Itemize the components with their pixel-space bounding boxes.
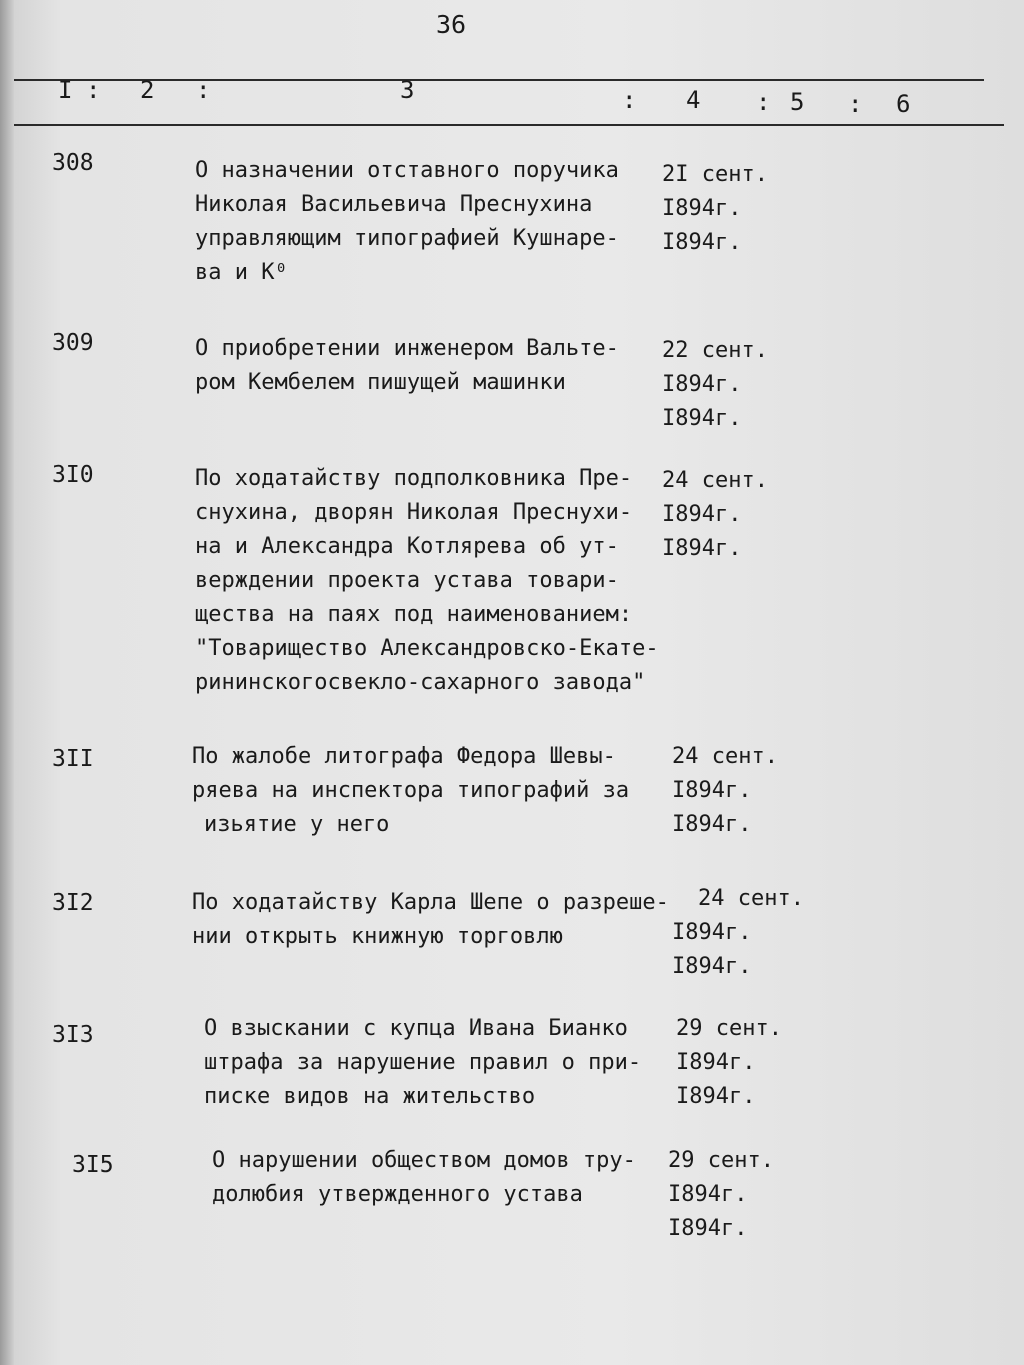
date-year: I894г.: [672, 920, 752, 945]
date-year: I894г.: [672, 778, 752, 803]
entry-description: [195, 462, 659, 700]
description-line: ром Кембелем пишущей машинки: [195, 370, 566, 395]
date-year: I894г.: [662, 536, 742, 561]
date-year: I894г.: [676, 1084, 756, 1109]
entry-description: [195, 332, 619, 400]
description-line: По ходатайству Карла Шепе о разреше-: [192, 890, 669, 915]
entry-description: [204, 1012, 641, 1114]
page-edge-shadow: [0, 0, 14, 1365]
header-top-rule: [14, 79, 984, 81]
date-start: 24 сент.: [662, 468, 768, 493]
description-line: "Товарищество Александровско-Екате-: [195, 636, 659, 661]
entry-description: [195, 154, 619, 290]
date-start: 29 сент.: [676, 1016, 782, 1041]
column-header-1: I: [58, 76, 73, 104]
entry-dates: [662, 158, 768, 260]
column-separator: :: [848, 90, 863, 118]
entry-number: 3I5: [72, 1152, 114, 1178]
entry-description: [192, 740, 629, 842]
description-line: ряева на инспектора типографий за: [192, 778, 630, 803]
description-line: О приобретении инженером Вальте-: [195, 336, 619, 361]
column-separator: :: [622, 86, 637, 114]
description-line: изьятие у него: [204, 812, 390, 837]
date-start: 2I сент.: [662, 162, 768, 187]
entry-number: 3I3: [52, 1022, 94, 1048]
date-year: I894г.: [662, 502, 742, 527]
description-line: щества на паях под наименованием:: [195, 602, 633, 627]
entry-dates: [668, 1144, 774, 1246]
description-line: рининскогосвекло-сахарного завода": [195, 670, 646, 695]
description-line: По ходатайству подполковника Пре-: [195, 466, 633, 491]
column-header-5: 5: [790, 88, 805, 116]
date-year: I894г.: [668, 1182, 748, 1207]
date-start: 29 сент.: [668, 1148, 774, 1173]
entry-number: 3I2: [52, 890, 94, 916]
entry-number: 308: [52, 150, 94, 176]
entry-number: 309: [52, 330, 94, 356]
entry-description: [212, 1144, 636, 1212]
column-header-6: 6: [896, 90, 911, 118]
column-header-3: 3: [400, 76, 415, 104]
entry-description: [192, 886, 669, 954]
column-separator: :: [196, 76, 211, 104]
date-year: I894г.: [662, 230, 742, 255]
date-year: I894г.: [672, 812, 752, 837]
date-start: 24 сент.: [672, 744, 778, 769]
description-line: снухина, дворян Николая Преснухи-: [195, 500, 633, 525]
date-year: I894г.: [662, 196, 742, 221]
date-start: 24 сент.: [698, 886, 804, 911]
entry-number: 3II: [52, 746, 94, 772]
header-bottom-rule: [14, 124, 1004, 126]
date-year: I894г.: [662, 372, 742, 397]
date-year: I894г.: [676, 1050, 756, 1075]
date-year: I894г.: [662, 406, 742, 431]
description-line: нии открыть книжную торговлю: [192, 924, 563, 949]
description-line: По жалобе литографа Федора Шевы-: [192, 744, 616, 769]
entry-dates: [672, 740, 778, 842]
description-line: О назначении отставного поручика: [195, 158, 619, 183]
date-start: 22 сент.: [662, 338, 768, 363]
description-line: ва и К⁰: [195, 260, 288, 285]
entry-dates: [672, 882, 804, 984]
column-separator: :: [86, 76, 101, 104]
description-line: Николая Васильевича Преснухина: [195, 192, 593, 217]
page-number: 36: [436, 10, 467, 39]
column-separator: :: [756, 88, 771, 116]
column-header-2: 2: [140, 76, 155, 104]
description-line: верждении проекта устава товари-: [195, 568, 619, 593]
description-line: управляющим типографией Кушнаре-: [195, 226, 619, 251]
description-line: О нарушении обществом домов тру-: [212, 1148, 636, 1173]
date-year: I894г.: [668, 1216, 748, 1241]
description-line: штрафа за нарушение правил о при-: [204, 1050, 642, 1075]
entry-dates: [662, 464, 768, 566]
entry-dates: [662, 334, 768, 436]
description-line: О взыскании с купца Ивана Бианко: [204, 1016, 628, 1041]
entry-number: 3I0: [52, 462, 94, 488]
entry-dates: [676, 1012, 782, 1114]
column-header-4: 4: [686, 86, 701, 114]
description-line: долюбия утвержденного устава: [212, 1182, 583, 1207]
date-year: I894г.: [672, 954, 752, 979]
description-line: писке видов на жительство: [204, 1084, 536, 1109]
description-line: на и Александра Котлярева об ут-: [195, 534, 619, 559]
